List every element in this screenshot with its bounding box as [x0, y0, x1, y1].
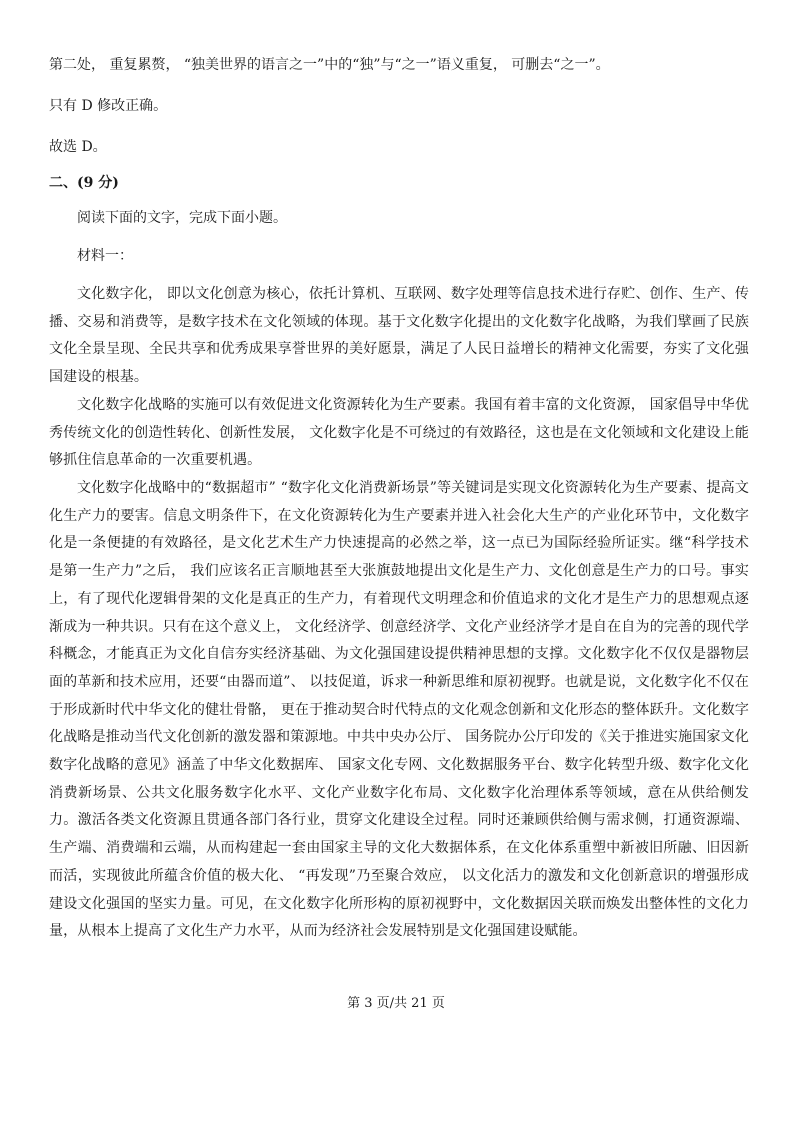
page-footer: 第 3 页/共 21 页: [347, 996, 445, 1011]
reading-instruction: 阅读下面的文字，完成下面小题。: [77, 210, 287, 226]
material-paragraph-2: 文化数字化战略的实施可以有效促进文化资源转化为生产要素。我国有着丰富的文化资源， 国家倡导中华优秀传统文化的创造性转化、创新性发展， 文化数字化是不可绕过的有效路径，这也是在文化领域和文化建设上能够抓住信息革命的一次重要机遇。: [49, 397, 749, 469]
material-paragraph-3: 文化数字化战略中的“数据超市” “数字化文化消费新场景”等关键词是实现文化资源转化为生产要素、提高文化生产力的要害。信息文明条件下，在文化资源转化为生产要素并进入社会化大生产的产业化环节中，文化数字化是一条便捷的有效路径，是文化艺术生产力快速提高的必然之举，这一点已为国际经验所证实。继“科学技术是第一生产力”之后， 我们应该名正言顺地甚至大张旗鼓地提出文化是生产力、文化创意是生产力的口号。事实上，有了现代化逻辑骨架的文化是真正的生产力，有着现代文明理念和价值追求的文化才是生产力的思想观点逐渐成为一种共识。只有在这个意义上， 文化经济学、创意经济学、文化产业经济学才是自在自为的完善的现代学科概念，才能真正为文化自信夯实经济基础、为文化强国建设提供精神思想的支撑。文化数字化不仅仅是器物层面的革新和技术应用，还要“由器而道”、 以技促道，诉求一种新思维和原初视野。也就是说，文化数字化不仅在于形成新时代中华文化的健壮骨骼， 更在于推动契合时代特点的文化观念创新和文化形态的整体跃升。文化数字化战略是推动当代文化创新的激发器和策源地。中共中央办公厅、 国务院办公厅印发的《关于推进实施国家文化数字化战略的意见》涵盖了中华文化数据库、 国家文化专网、文化数据服务平台、数字化转型升级、数字化文化消费新场景、公共文化服务数字化水平、文化产业数字化布局、文化数字化治理体系等领域，意在从供给侧发力。激活各类文化资源且贯通各部门各行业，贯穿文化建设全过程。同时还兼顾供给侧与需求侧，打通资源端、生产端、消费端和云端，从而构建起一套由国家主导的文化大数据体系，在文化体系重塑中新被旧所融、旧因新而活，实现彼此所蕴含价值的极大化、 “再发现”乃至聚合效应， 以文化活力的激发和文化创新意识的增强形成建设文化强国的坚实力量。可见，在文化数字化所形构的原初视野中，文化数据因关联而焕发出整体性的文化力量，从根本上提高了文化生产力水平，从而为经济社会发展特别是文化强国建设赋能。: [49, 480, 749, 940]
answer-choice-line: 故选 D。: [49, 139, 107, 155]
material-paragraph-1: 文化数字化， 即以文化创意为核心，依托计算机、互联网、数字处理等信息技术进行存贮、创作、生产、传播、交易和消费等，是数字技术在文化领域的体现。基于文化数字化提出的文化数字化战略，为我们擘画了民族文化全景呈现、全民共享和优秀成果享誉世界的美好愿景，满足了人民日益增长的精神文化需要，夯实了文化强国建设的根基。: [49, 286, 749, 386]
answer-explanation-line: 第二处， 重复累赘， “独美世界的语言之一”中的“独”与“之一”语义重复， 可删去“之一”。: [49, 57, 610, 73]
material-label: 材料一：: [77, 248, 133, 264]
answer-conclusion-line: 只有 D 修改正确。: [49, 98, 168, 114]
section-heading: 二、(9 分): [49, 175, 119, 191]
